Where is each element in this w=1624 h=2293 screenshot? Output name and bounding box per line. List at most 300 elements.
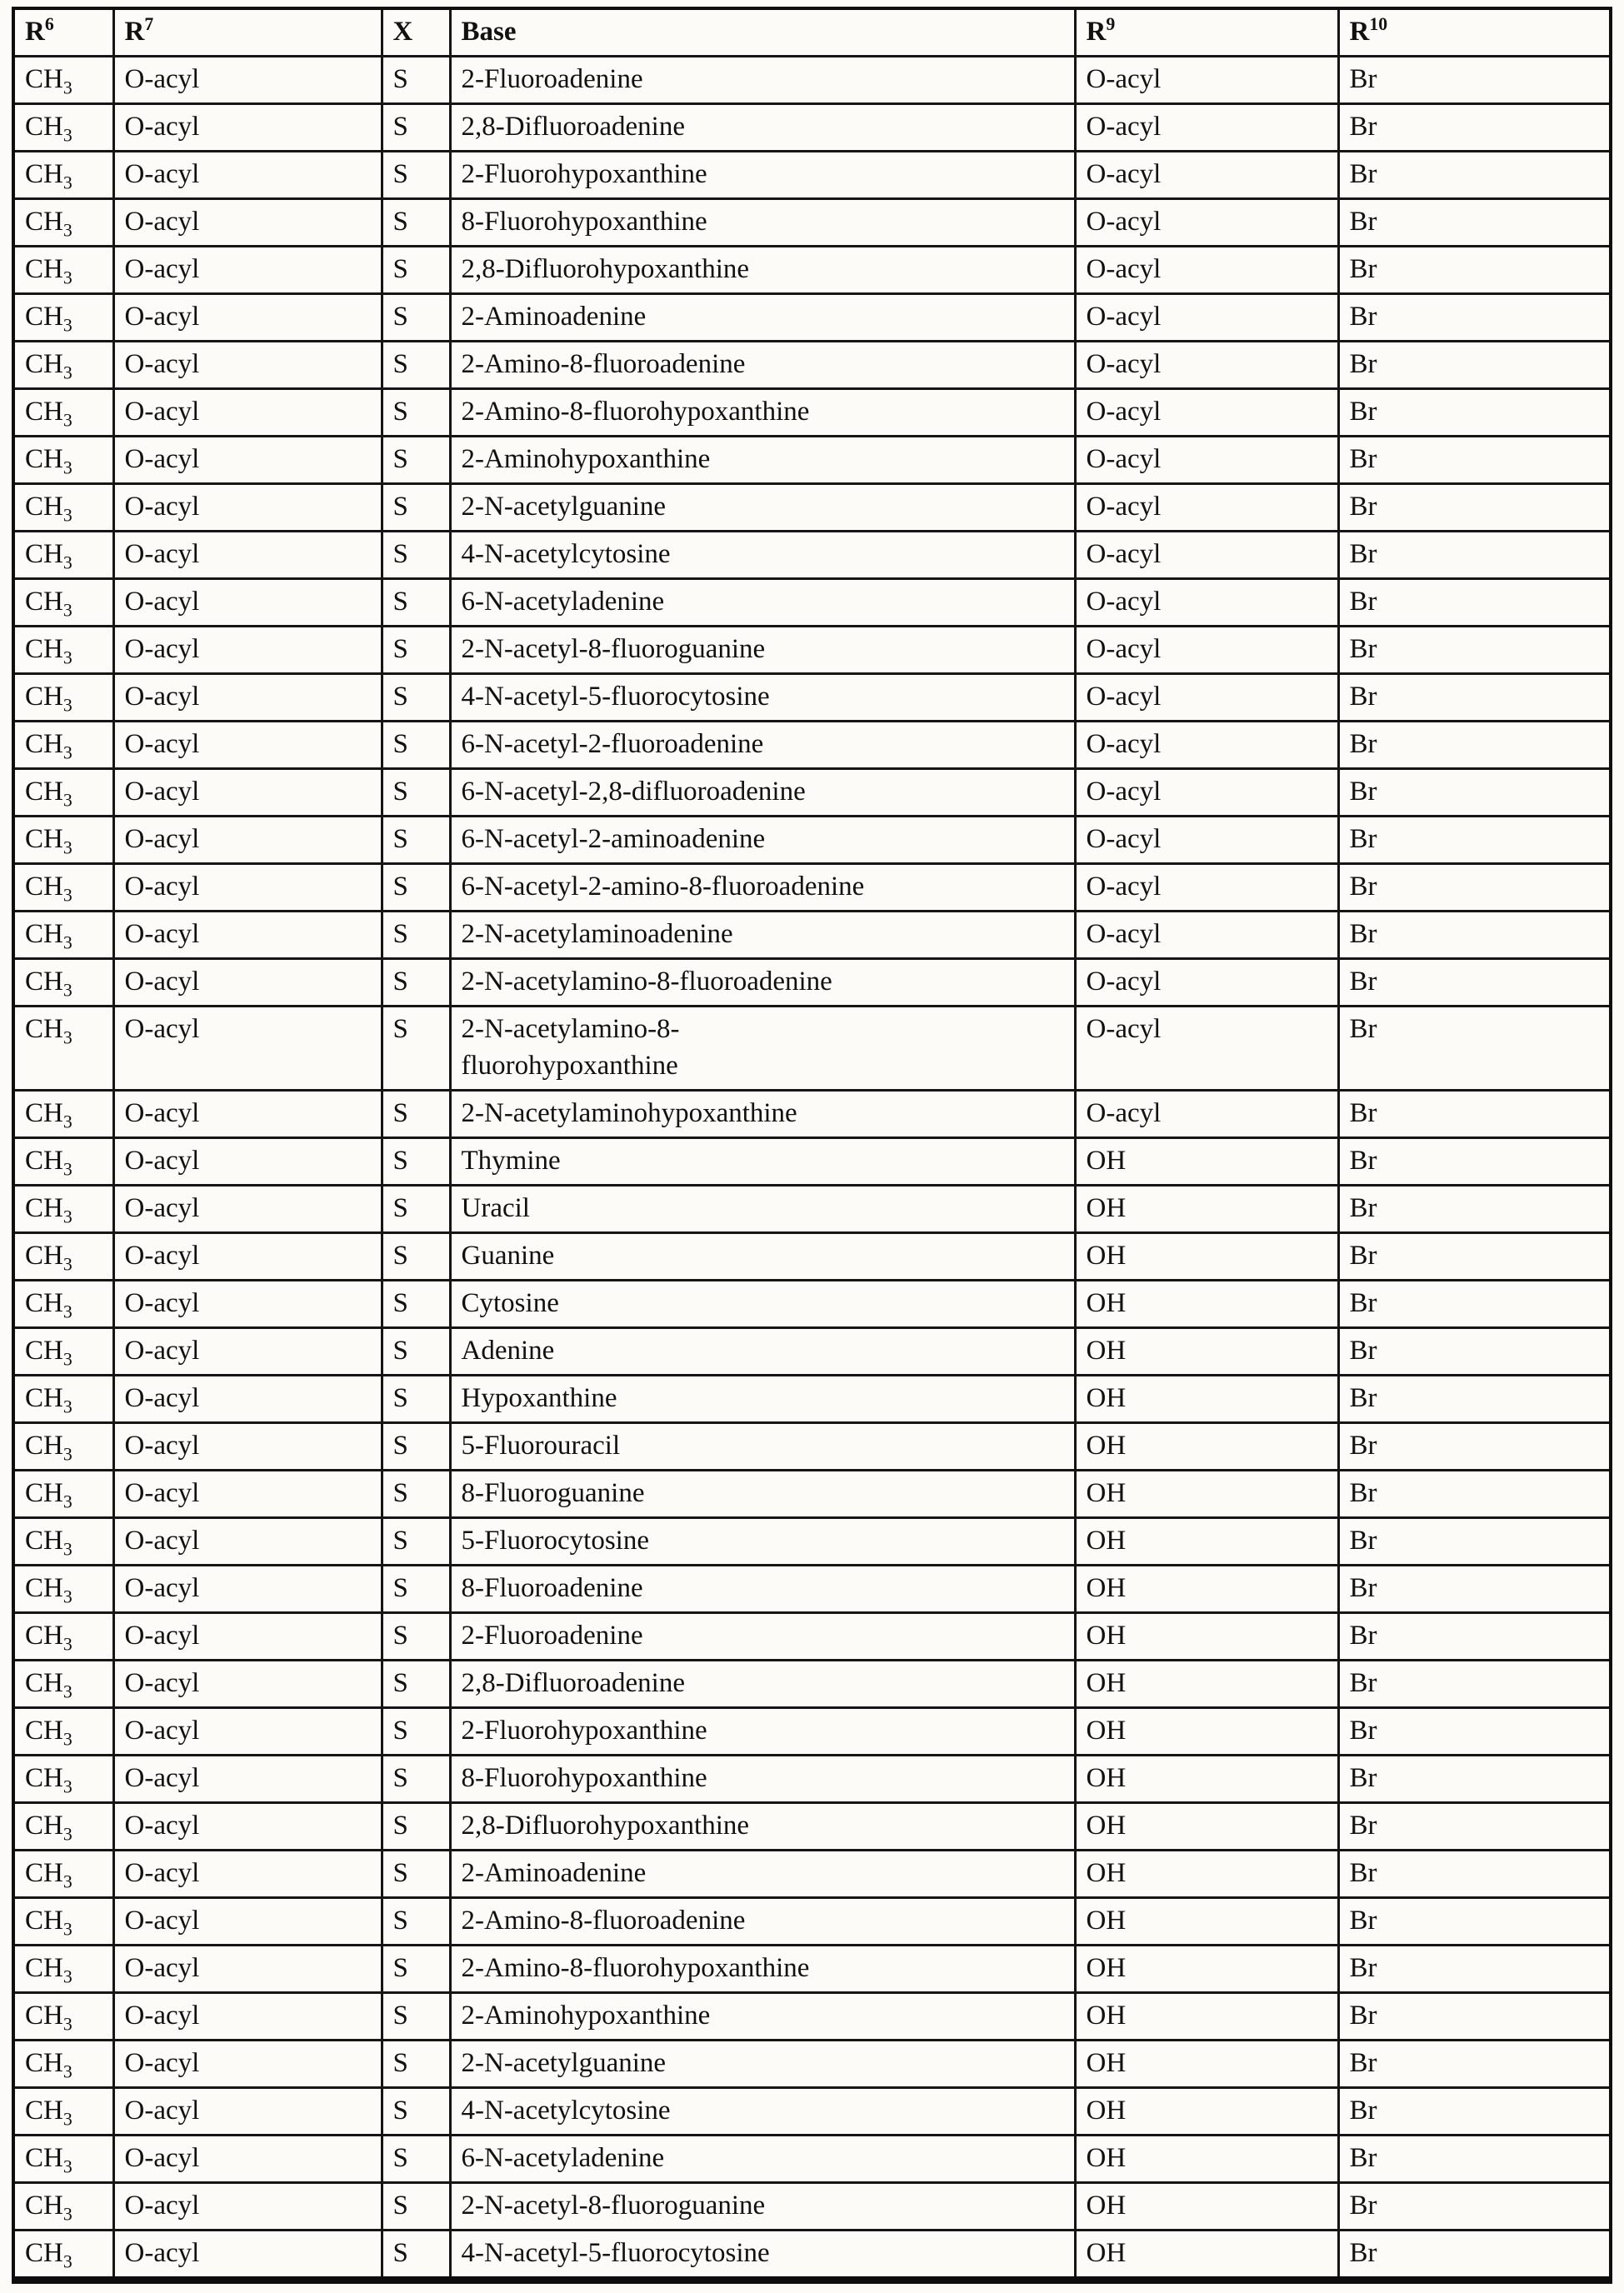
- cell-r7: O-acyl: [113, 152, 382, 199]
- cell-base: 8-Fluoroadenine: [450, 1566, 1075, 1613]
- table-row: [13, 1946, 1611, 1993]
- cell-r6: $CH_3$: [13, 1613, 113, 1661]
- cell-r10: Br: [1338, 579, 1611, 627]
- formula-subscript: 3: [62, 1824, 72, 1845]
- cell-base: 5-Fluorocytosine: [450, 1518, 1075, 1566]
- table-body: [13, 57, 1611, 2281]
- cell-r7: O-acyl: [113, 199, 382, 247]
- table-row: [13, 1186, 1611, 1233]
- cell-r9: O-acyl: [1075, 437, 1338, 484]
- cell-x: S: [382, 294, 450, 342]
- table-row: [13, 1661, 1611, 1708]
- cell-r9: OH: [1075, 1376, 1338, 1423]
- formula-subscript: 3: [62, 1586, 72, 1607]
- formula-subscript: 3: [62, 362, 72, 383]
- cell-r9: OH: [1075, 1803, 1338, 1851]
- table-row: [13, 247, 1611, 294]
- cell-r6: $CH_3$: [13, 1138, 113, 1186]
- cell-r6: $CH_3$: [13, 817, 113, 864]
- cell-r9: O-acyl: [1075, 912, 1338, 959]
- cell-r9: OH: [1075, 2136, 1338, 2183]
- cell-r10: Br: [1338, 2041, 1611, 2088]
- cell-r9: O-acyl: [1075, 294, 1338, 342]
- formula-subscript: 3: [62, 1206, 72, 1227]
- formula-subscript: 3: [62, 742, 72, 763]
- cell-r7: O-acyl: [113, 389, 382, 437]
- cell-r6: $CH_3$: [13, 437, 113, 484]
- cell-r10: Br: [1338, 437, 1611, 484]
- table-row: [13, 579, 1611, 627]
- cell-r9: O-acyl: [1075, 959, 1338, 1007]
- table-row: [13, 1138, 1611, 1186]
- cell-r7: O-acyl: [113, 1471, 382, 1518]
- cell-r9: OH: [1075, 1328, 1338, 1376]
- cell-r7: O-acyl: [113, 1091, 382, 1138]
- cell-r9: O-acyl: [1075, 864, 1338, 912]
- cell-x: S: [382, 1186, 450, 1233]
- cell-base: 6-N-acetyladenine: [450, 2136, 1075, 2183]
- cell-x: S: [382, 389, 450, 437]
- cell-base: 2-N-acetyl-8-fluoroguanine: [450, 627, 1075, 674]
- cell-r9: OH: [1075, 1423, 1338, 1471]
- formula-subscript: 3: [62, 600, 72, 621]
- formula-subscript: 3: [62, 220, 72, 241]
- formula-subscript: 3: [62, 885, 72, 906]
- cell-base: Hypoxanthine: [450, 1376, 1075, 1423]
- formula-subscript: 3: [62, 1349, 72, 1370]
- table-row: [13, 199, 1611, 247]
- cell-r7: O-acyl: [113, 864, 382, 912]
- cell-r7: O-acyl: [113, 769, 382, 817]
- cell-r9: O-acyl: [1075, 579, 1338, 627]
- cell-r6: $CH_3$: [13, 199, 113, 247]
- cell-r6: $CH_3$: [13, 1898, 113, 1946]
- cell-r10: Br: [1338, 1518, 1611, 1566]
- cell-r7: O-acyl: [113, 437, 382, 484]
- table-row: [13, 2041, 1611, 2088]
- formula-subscript: 3: [62, 980, 72, 1001]
- cell-r9: OH: [1075, 2088, 1338, 2136]
- cell-base: 2-Amino-8-fluoroadenine: [450, 342, 1075, 389]
- formula-subscript: 3: [62, 790, 72, 811]
- cell-r6: $CH_3$: [13, 1281, 113, 1328]
- cell-r6: $CH_3$: [13, 2231, 113, 2281]
- col-header-x: X: [382, 8, 450, 57]
- cell-r7: O-acyl: [113, 1946, 382, 1993]
- table-row: [13, 1007, 1611, 1091]
- cell-x: S: [382, 2136, 450, 2183]
- cell-r9: OH: [1075, 2041, 1338, 2088]
- formula-subscript: 3: [62, 1301, 72, 1322]
- table-row: [13, 152, 1611, 199]
- cell-r10: Br: [1338, 1946, 1611, 1993]
- formula-subscript: 3: [62, 1491, 72, 1512]
- formula-subscript: 3: [62, 410, 72, 431]
- table-row: [13, 769, 1611, 817]
- cell-r10: Br: [1338, 2088, 1611, 2136]
- table-row: [13, 2183, 1611, 2231]
- table-row: [13, 1471, 1611, 1518]
- table-row: [13, 484, 1611, 532]
- cell-r9: OH: [1075, 1898, 1338, 1946]
- cell-r9: O-acyl: [1075, 389, 1338, 437]
- cell-base: 2,8-Difluoroadenine: [450, 104, 1075, 152]
- cell-x: S: [382, 199, 450, 247]
- cell-base: Cytosine: [450, 1281, 1075, 1328]
- cell-r7: O-acyl: [113, 2183, 382, 2231]
- formula-subscript: 3: [62, 2109, 72, 2130]
- cell-r9: O-acyl: [1075, 722, 1338, 769]
- cell-x: S: [382, 247, 450, 294]
- cell-r7: O-acyl: [113, 1186, 382, 1233]
- formula-subscript: 3: [62, 1776, 72, 1797]
- cell-r7: O-acyl: [113, 532, 382, 579]
- cell-r6: $CH_3$: [13, 1091, 113, 1138]
- cell-r7: O-acyl: [113, 1376, 382, 1423]
- cell-r7: O-acyl: [113, 817, 382, 864]
- cell-r7: O-acyl: [113, 1708, 382, 1756]
- cell-base: 8-Fluorohypoxanthine: [450, 1756, 1075, 1803]
- cell-r9: O-acyl: [1075, 247, 1338, 294]
- cell-base: 4-N-acetyl-5-fluorocytosine: [450, 674, 1075, 722]
- cell-x: S: [382, 532, 450, 579]
- cell-r6: $CH_3$: [13, 674, 113, 722]
- cell-r7: O-acyl: [113, 627, 382, 674]
- cell-r6: $CH_3$: [13, 532, 113, 579]
- cell-r7: O-acyl: [113, 2041, 382, 2088]
- cell-r6: $CH_3$: [13, 1471, 113, 1518]
- cell-r7: O-acyl: [113, 342, 382, 389]
- cell-base: 6-N-acetyladenine: [450, 579, 1075, 627]
- header-superscript: 7: [144, 14, 154, 34]
- cell-x: S: [382, 2041, 450, 2088]
- cell-r10: Br: [1338, 1851, 1611, 1898]
- cell-x: S: [382, 1993, 450, 2041]
- formula-subscript: 3: [62, 2251, 72, 2272]
- cell-r7: O-acyl: [113, 674, 382, 722]
- cell-x: S: [382, 1803, 450, 1851]
- header-superscript: 6: [44, 14, 54, 34]
- cell-r6: $CH_3$: [13, 2136, 113, 2183]
- cell-x: S: [382, 1661, 450, 1708]
- cell-r10: Br: [1338, 1233, 1611, 1281]
- cell-x: S: [382, 1708, 450, 1756]
- cell-r10: Br: [1338, 1708, 1611, 1756]
- cell-r7: O-acyl: [113, 484, 382, 532]
- cell-r10: Br: [1338, 1613, 1611, 1661]
- cell-r6: $CH_3$: [13, 1803, 113, 1851]
- table-row: [13, 817, 1611, 864]
- cell-r10: Br: [1338, 1993, 1611, 2041]
- cell-r9: O-acyl: [1075, 152, 1338, 199]
- formula-subscript: 3: [62, 267, 72, 288]
- cell-r10: Br: [1338, 294, 1611, 342]
- cell-r10: Br: [1338, 722, 1611, 769]
- cell-x: S: [382, 1518, 450, 1566]
- col-header-r10: $R^{10}$: [1338, 8, 1611, 57]
- table-row: [13, 1898, 1611, 1946]
- cell-base: 2-Amino-8-fluorohypoxanthine: [450, 389, 1075, 437]
- cell-r9: O-acyl: [1075, 1091, 1338, 1138]
- cell-r6: $CH_3$: [13, 2041, 113, 2088]
- cell-x: S: [382, 2231, 450, 2281]
- cell-r9: OH: [1075, 2231, 1338, 2281]
- cell-x: S: [382, 864, 450, 912]
- cell-base: 2-Fluoroadenine: [450, 1613, 1075, 1661]
- cell-r6: $CH_3$: [13, 1518, 113, 1566]
- cell-r7: O-acyl: [113, 722, 382, 769]
- cell-r10: Br: [1338, 104, 1611, 152]
- cell-r6: $CH_3$: [13, 152, 113, 199]
- cell-r10: Br: [1338, 484, 1611, 532]
- cell-base: 6-N-acetyl-2-amino-8-fluoroadenine: [450, 864, 1075, 912]
- cell-r7: O-acyl: [113, 1138, 382, 1186]
- cell-r10: Br: [1338, 1281, 1611, 1328]
- table-row: [13, 2088, 1611, 2136]
- cell-base: 8-Fluoroguanine: [450, 1471, 1075, 1518]
- cell-r9: O-acyl: [1075, 484, 1338, 532]
- formula-subscript: 3: [62, 505, 72, 526]
- formula-subscript: 3: [62, 125, 72, 146]
- cell-x: S: [382, 342, 450, 389]
- cell-r6: $CH_3$: [13, 959, 113, 1007]
- cell-x: S: [382, 152, 450, 199]
- table-row: [13, 1423, 1611, 1471]
- cell-r7: O-acyl: [113, 1661, 382, 1708]
- cell-r10: Br: [1338, 959, 1611, 1007]
- cell-r7: O-acyl: [113, 294, 382, 342]
- cell-base: 2,8-Difluoroadenine: [450, 1661, 1075, 1708]
- cell-r6: $CH_3$: [13, 864, 113, 912]
- table-row: [13, 104, 1611, 152]
- cell-x: S: [382, 104, 450, 152]
- formula-subscript: 3: [62, 1396, 72, 1417]
- formula-subscript: 3: [62, 695, 72, 716]
- cell-r9: O-acyl: [1075, 769, 1338, 817]
- cell-r7: O-acyl: [113, 912, 382, 959]
- cell-r6: $CH_3$: [13, 2088, 113, 2136]
- table-row: [13, 2231, 1611, 2281]
- cell-r6: $CH_3$: [13, 484, 113, 532]
- cell-r9: OH: [1075, 1233, 1338, 1281]
- cell-x: S: [382, 1091, 450, 1138]
- cell-r7: O-acyl: [113, 2088, 382, 2136]
- cell-r9: OH: [1075, 1756, 1338, 1803]
- cell-r6: $CH_3$: [13, 1186, 113, 1233]
- cell-x: S: [382, 817, 450, 864]
- cell-r10: Br: [1338, 1471, 1611, 1518]
- formula-subscript: 3: [62, 1729, 72, 1750]
- cell-r6: $CH_3$: [13, 1661, 113, 1708]
- cell-r10: Br: [1338, 1803, 1611, 1851]
- cell-x: S: [382, 769, 450, 817]
- cell-r7: O-acyl: [113, 1613, 382, 1661]
- cell-base: 2-N-acetyl-8-fluoroguanine: [450, 2183, 1075, 2231]
- cell-r7: O-acyl: [113, 1898, 382, 1946]
- cell-r10: Br: [1338, 1376, 1611, 1423]
- table-row: [13, 1281, 1611, 1328]
- cell-base: 6-N-acetyl-2-fluoroadenine: [450, 722, 1075, 769]
- cell-base: 2-Amino-8-fluoroadenine: [450, 1898, 1075, 1946]
- formula-subscript: 3: [62, 837, 72, 858]
- formula-subscript: 3: [62, 77, 72, 98]
- cell-r7: O-acyl: [113, 1851, 382, 1898]
- cell-base: Adenine: [450, 1328, 1075, 1376]
- table-row: [13, 959, 1611, 1007]
- cell-r10: Br: [1338, 2136, 1611, 2183]
- cell-x: S: [382, 484, 450, 532]
- cell-base: Thymine: [450, 1138, 1075, 1186]
- cell-r6: $CH_3$: [13, 1566, 113, 1613]
- cell-r10: Br: [1338, 57, 1611, 104]
- cell-r7: O-acyl: [113, 1566, 382, 1613]
- cell-r9: O-acyl: [1075, 57, 1338, 104]
- cell-r7: O-acyl: [113, 959, 382, 1007]
- cell-r10: Br: [1338, 627, 1611, 674]
- cell-r10: Br: [1338, 1138, 1611, 1186]
- cell-r10: Br: [1338, 199, 1611, 247]
- cell-r7: O-acyl: [113, 2231, 382, 2281]
- cell-x: S: [382, 1851, 450, 1898]
- formula-subscript: 3: [62, 647, 72, 668]
- cell-r6: $CH_3$: [13, 1708, 113, 1756]
- compounds-table: [12, 7, 1612, 2284]
- cell-base: 2-N-acetylguanine: [450, 2041, 1075, 2088]
- formula-subscript: 3: [62, 2204, 72, 2225]
- cell-x: S: [382, 1471, 450, 1518]
- cell-r10: Br: [1338, 817, 1611, 864]
- cell-r10: Br: [1338, 1756, 1611, 1803]
- cell-r7: O-acyl: [113, 1756, 382, 1803]
- cell-r10: Br: [1338, 1661, 1611, 1708]
- cell-x: S: [382, 1946, 450, 1993]
- formula-subscript: 3: [62, 1112, 72, 1132]
- cell-base: 6-N-acetyl-2,8-difluoroadenine: [450, 769, 1075, 817]
- cell-x: S: [382, 1756, 450, 1803]
- cell-r6: $CH_3$: [13, 1756, 113, 1803]
- formula-subscript: 3: [62, 1681, 72, 1702]
- formula-subscript: 3: [62, 1871, 72, 1892]
- cell-base: Guanine: [450, 1233, 1075, 1281]
- col-header-base: Base: [450, 8, 1075, 57]
- cell-r7: O-acyl: [113, 1233, 382, 1281]
- formula-subscript: 3: [62, 1254, 72, 1275]
- cell-r6: $CH_3$: [13, 1233, 113, 1281]
- cell-r6: $CH_3$: [13, 912, 113, 959]
- cell-base: 2,8-Difluorohypoxanthine: [450, 1803, 1075, 1851]
- cell-base: 2-N-acetylamino-8-fluoroadenine: [450, 959, 1075, 1007]
- formula-subscript: 3: [62, 1159, 72, 1180]
- cell-r9: O-acyl: [1075, 1007, 1338, 1091]
- cell-x: S: [382, 437, 450, 484]
- cell-base: 2-N-acetylaminohypoxanthine: [450, 1091, 1075, 1138]
- cell-base: 4-N-acetyl-5-fluorocytosine: [450, 2231, 1075, 2281]
- formula-subscript: 3: [62, 2061, 72, 2082]
- formula-subscript: 3: [62, 172, 72, 193]
- cell-base: 2-Aminohypoxanthine: [450, 437, 1075, 484]
- cell-r7: O-acyl: [113, 1518, 382, 1566]
- cell-r9: OH: [1075, 1471, 1338, 1518]
- formula-subscript: 3: [62, 1966, 72, 1987]
- cell-r9: OH: [1075, 1518, 1338, 1566]
- table-row: [13, 2136, 1611, 2183]
- cell-r10: Br: [1338, 912, 1611, 959]
- cell-r9: O-acyl: [1075, 817, 1338, 864]
- table-row: [13, 912, 1611, 959]
- cell-x: S: [382, 1898, 450, 1946]
- formula-subscript: 3: [62, 315, 72, 336]
- cell-x: S: [382, 1007, 450, 1091]
- cell-r6: $CH_3$: [13, 579, 113, 627]
- cell-r10: Br: [1338, 1328, 1611, 1376]
- cell-r6: $CH_3$: [13, 389, 113, 437]
- table-row: [13, 532, 1611, 579]
- cell-r10: Br: [1338, 864, 1611, 912]
- cell-r6: $CH_3$: [13, 1007, 113, 1091]
- formula-subscript: 3: [62, 552, 72, 573]
- cell-x: S: [382, 1613, 450, 1661]
- cell-r7: O-acyl: [113, 1328, 382, 1376]
- table-row: [13, 722, 1611, 769]
- cell-r7: O-acyl: [113, 247, 382, 294]
- cell-r9: O-acyl: [1075, 627, 1338, 674]
- header-row: [13, 8, 1611, 57]
- cell-r7: O-acyl: [113, 57, 382, 104]
- cell-x: S: [382, 57, 450, 104]
- table-row: [13, 294, 1611, 342]
- cell-base: 2-N-acetylaminoadenine: [450, 912, 1075, 959]
- cell-r10: Br: [1338, 342, 1611, 389]
- cell-x: S: [382, 1328, 450, 1376]
- cell-x: S: [382, 674, 450, 722]
- cell-r7: O-acyl: [113, 1803, 382, 1851]
- cell-r9: OH: [1075, 1993, 1338, 2041]
- cell-r10: Br: [1338, 247, 1611, 294]
- cell-r7: O-acyl: [113, 1423, 382, 1471]
- cell-x: S: [382, 1233, 450, 1281]
- cell-x: S: [382, 912, 450, 959]
- cell-x: S: [382, 2088, 450, 2136]
- cell-r9: OH: [1075, 1946, 1338, 1993]
- cell-base: Uracil: [450, 1186, 1075, 1233]
- cell-x: S: [382, 959, 450, 1007]
- cell-r6: $CH_3$: [13, 1423, 113, 1471]
- cell-base: 2-N-acetylguanine: [450, 484, 1075, 532]
- cell-r6: $CH_3$: [13, 1376, 113, 1423]
- table-row: [13, 1091, 1611, 1138]
- cell-r6: $CH_3$: [13, 1993, 113, 2041]
- cell-r10: Br: [1338, 1007, 1611, 1091]
- table-row: [13, 1328, 1611, 1376]
- cell-r9: OH: [1075, 1186, 1338, 1233]
- cell-r10: Br: [1338, 1566, 1611, 1613]
- cell-base: 2-Aminoadenine: [450, 1851, 1075, 1898]
- cell-r9: OH: [1075, 1281, 1338, 1328]
- cell-r9: OH: [1075, 1708, 1338, 1756]
- cell-r9: OH: [1075, 1566, 1338, 1613]
- cell-x: S: [382, 722, 450, 769]
- cell-r6: $CH_3$: [13, 2183, 113, 2231]
- cell-r9: OH: [1075, 1851, 1338, 1898]
- cell-r10: Br: [1338, 1091, 1611, 1138]
- cell-r10: Br: [1338, 1898, 1611, 1946]
- cell-r10: Br: [1338, 389, 1611, 437]
- table-row: [13, 1376, 1611, 1423]
- cell-r9: O-acyl: [1075, 674, 1338, 722]
- formula-subscript: 3: [62, 1634, 72, 1655]
- cell-r9: OH: [1075, 1613, 1338, 1661]
- cell-r10: Br: [1338, 2183, 1611, 2231]
